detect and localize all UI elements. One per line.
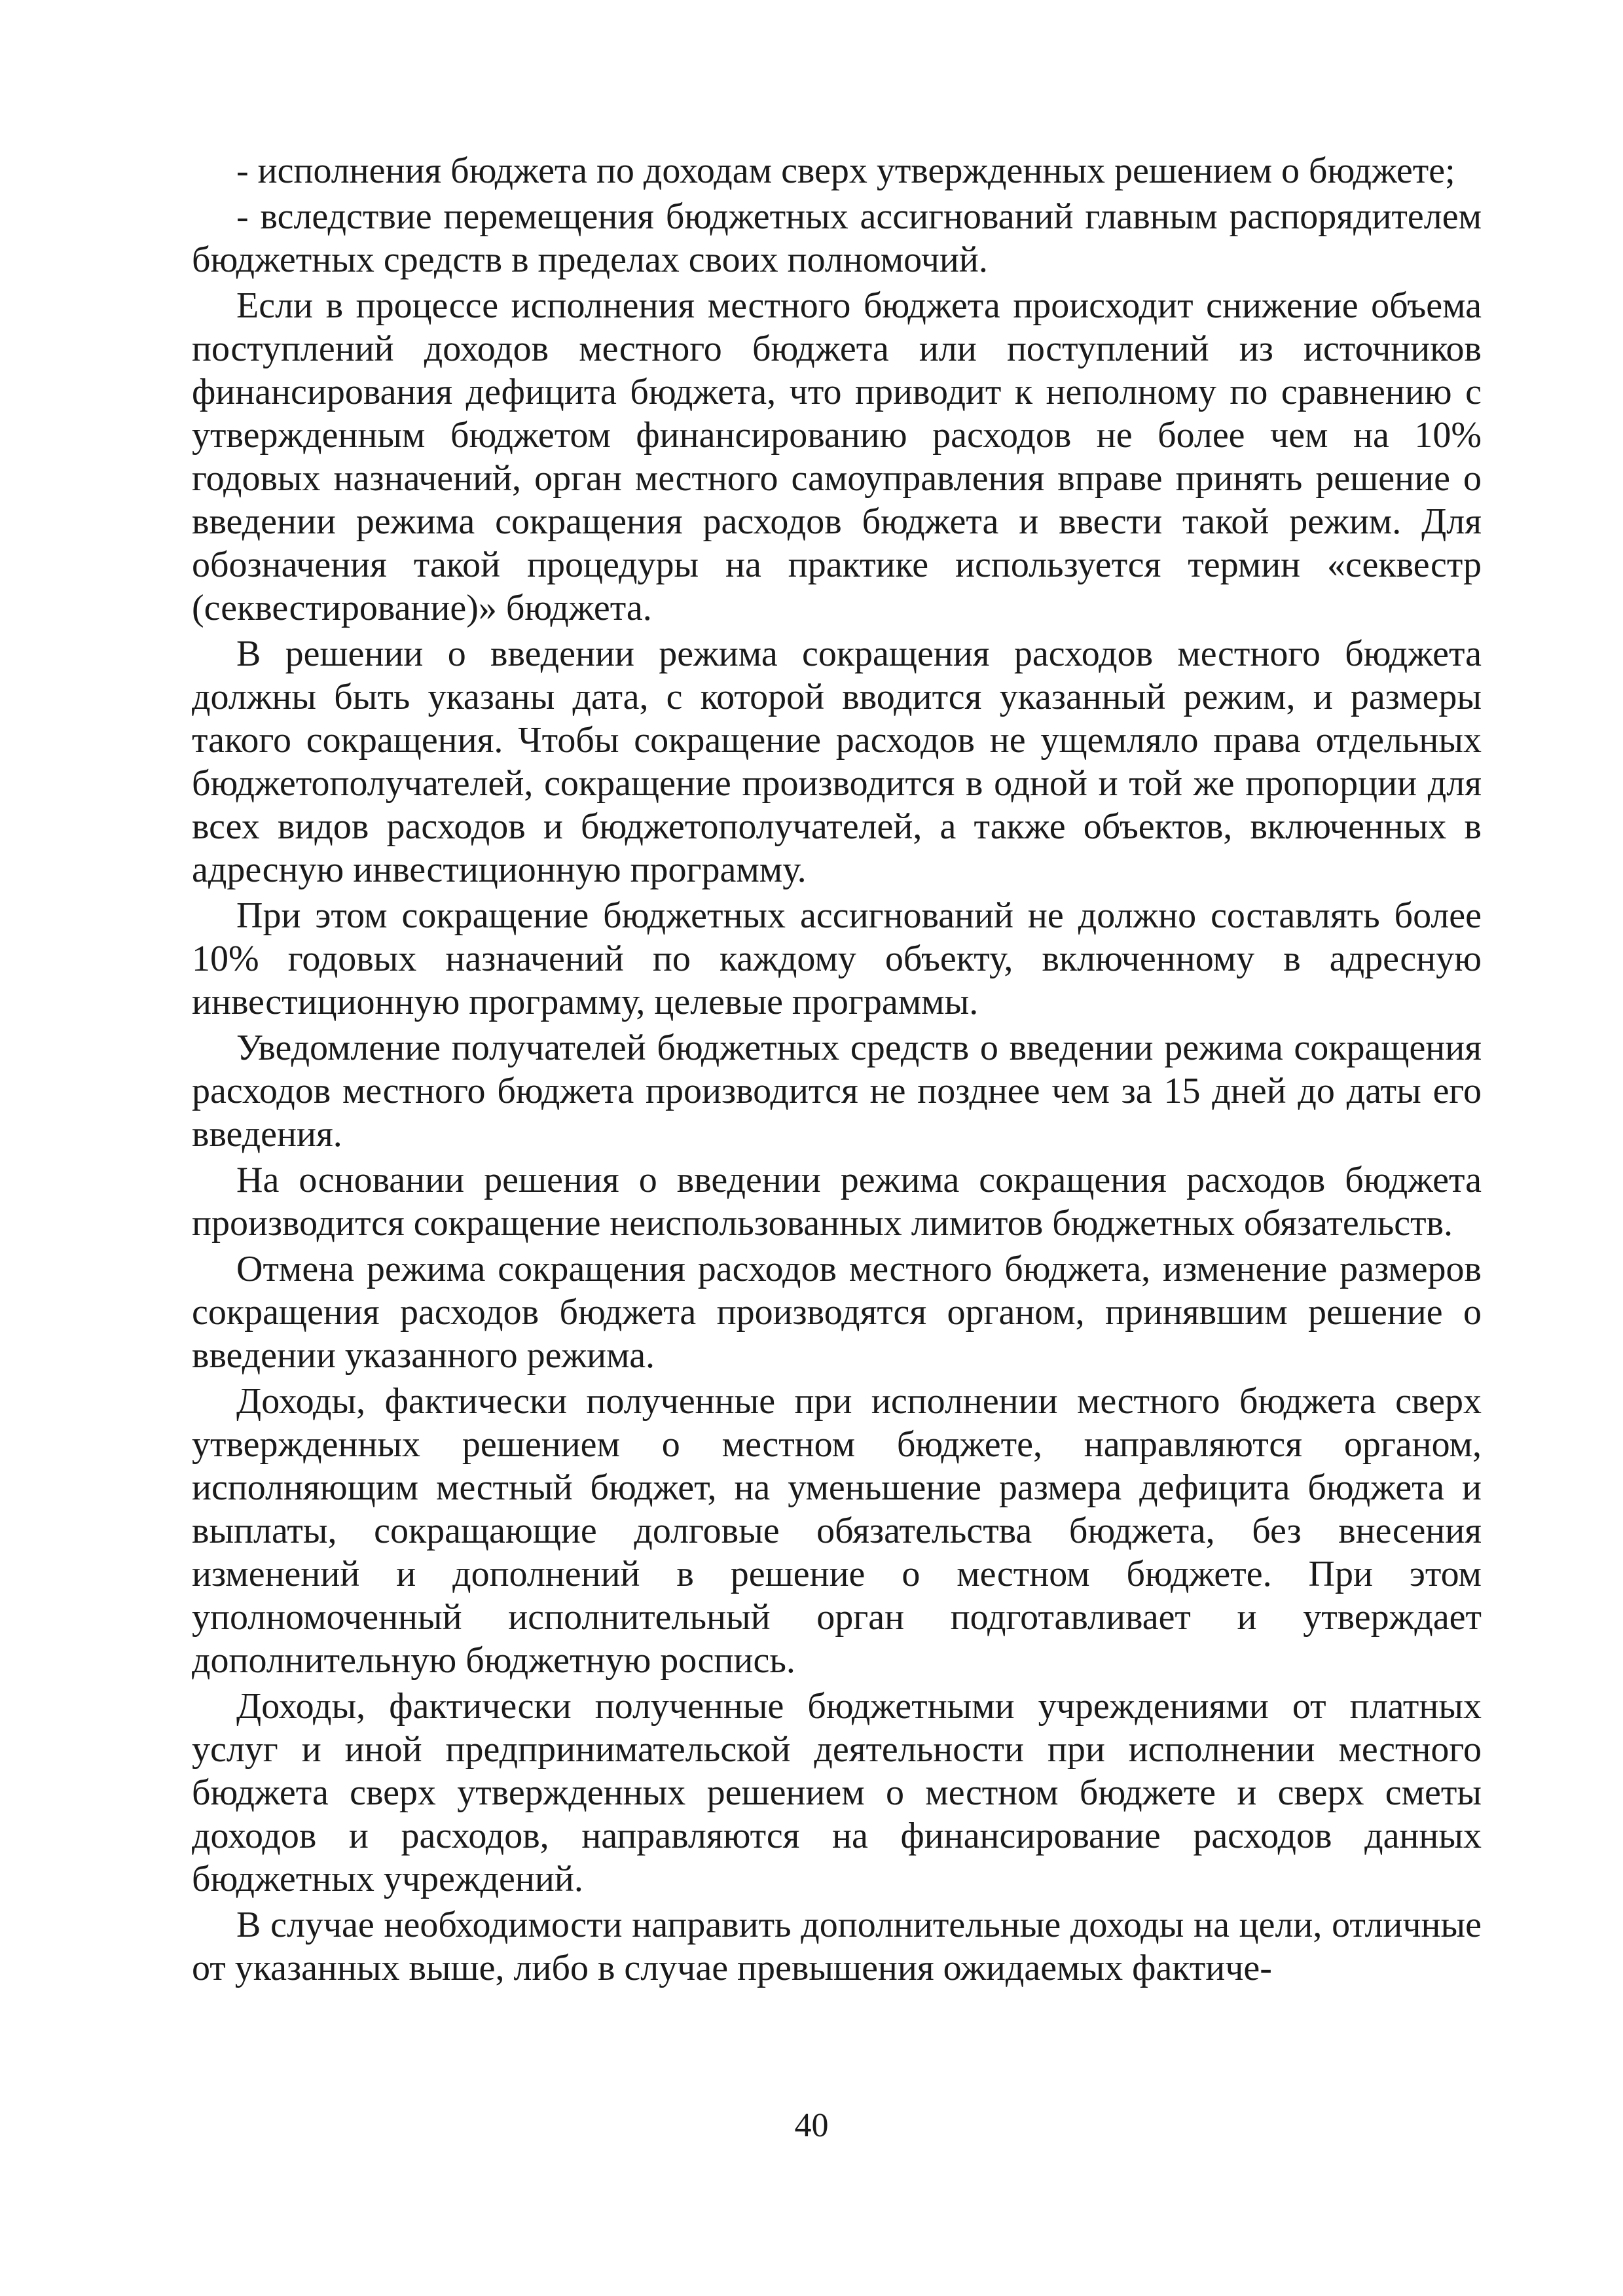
paragraph-budget-revenue-excess: - исполнения бюджета по доходам сверх утвержденных решением о бюджете; [236, 151, 1455, 191]
paragraph-notification: Уведомление получателей бюджетных средств о введении режима сокращения расходов местного бюджета производится не позднее чем за 15 дней до даты его введения. [192, 1028, 1482, 1155]
paragraph-sequestration-definition: Если в процессе исполнения местного бюджета происходит снижение объема поступлений доходов местного бюджета или поступлений из источников финансирования дефицита бюджета, что приводит к неполному по сравнению с утвержденным бюджетом финансированию расходов не более чем на 10% годовых назначений, орган местного самоуправления вправе принять решение о введении режима сокращения расходов бюджета и ввести такой режим. Для обозначения такой процедуры на практике используется термин «секвестр (секвестирование)» бюджета. [192, 285, 1482, 628]
paragraph-limit-reduction: На основании решения о введении режима сокращения расходов бюджета производится сокращение неиспользованных лимитов бюджетных обязательств. [192, 1160, 1482, 1244]
paragraph-institution-revenue: Доходы, фактически полученные бюджетными учреждениями от платных услуг и иной предпринимательской деятельности при исполнении местного бюджета сверх утвержденных решением о местном бюджете и сверх сметы доходов и расходов, направляются на финансирование расходов данных бюджетных учреждений. [192, 1686, 1482, 1899]
paragraph-budget-reallocation: - вследствие перемещения бюджетных ассигнований главным распорядителем бюджетных средств в пределах своих полномочий. [192, 196, 1482, 280]
body-text [192, 149, 1482, 1992]
paragraph-excess-revenue-use: Доходы, фактически полученные при исполнении местного бюджета сверх утвержденных решением о местном бюджете, направляются органом, исполняющим местный бюджет, на уменьшение размера дефицита бюджета и выплаты, сокращающие долговые обязательства бюджета, без внесения изменений и дополнений в решение о местном бюджете. При этом уполномоченный исполнительный орган подготавливает и утверждает дополнительную бюджетную роспись. [192, 1381, 1482, 1681]
paragraph-additional-revenue: В случае необходимости направить дополнительные доходы на цели, отличные от указанных выше, либо в случае превышения ожидаемых фактиче- [192, 1905, 1482, 1988]
paragraph-regime-cancellation: Отмена режима сокращения расходов местного бюджета, изменение размеров сокращения расходов бюджета производятся органом, принявшим решение о введении указанного режима. [192, 1249, 1482, 1376]
paragraph-sequestration-decision: В решении о введении режима сокращения расходов местного бюджета должны быть указаны дата, с которой вводится указанный режим, и размеры такого сокращения. Чтобы сокращение расходов не ущемляло права отдельных бюджетополучателей, сокращение производится в одной и той же пропорции для всех видов расходов и бюджетополучателей, а также объектов, включенных в адресную инвестиционную программу. [192, 634, 1482, 890]
paragraph-allocation-limit: При этом сокращение бюджетных ассигнований не должно составлять более 10% годовых назначений по каждому объекту, включенному в адресную инвестиционную программу, целевые программы. [192, 895, 1482, 1022]
page-number: 40 [794, 2107, 829, 2144]
